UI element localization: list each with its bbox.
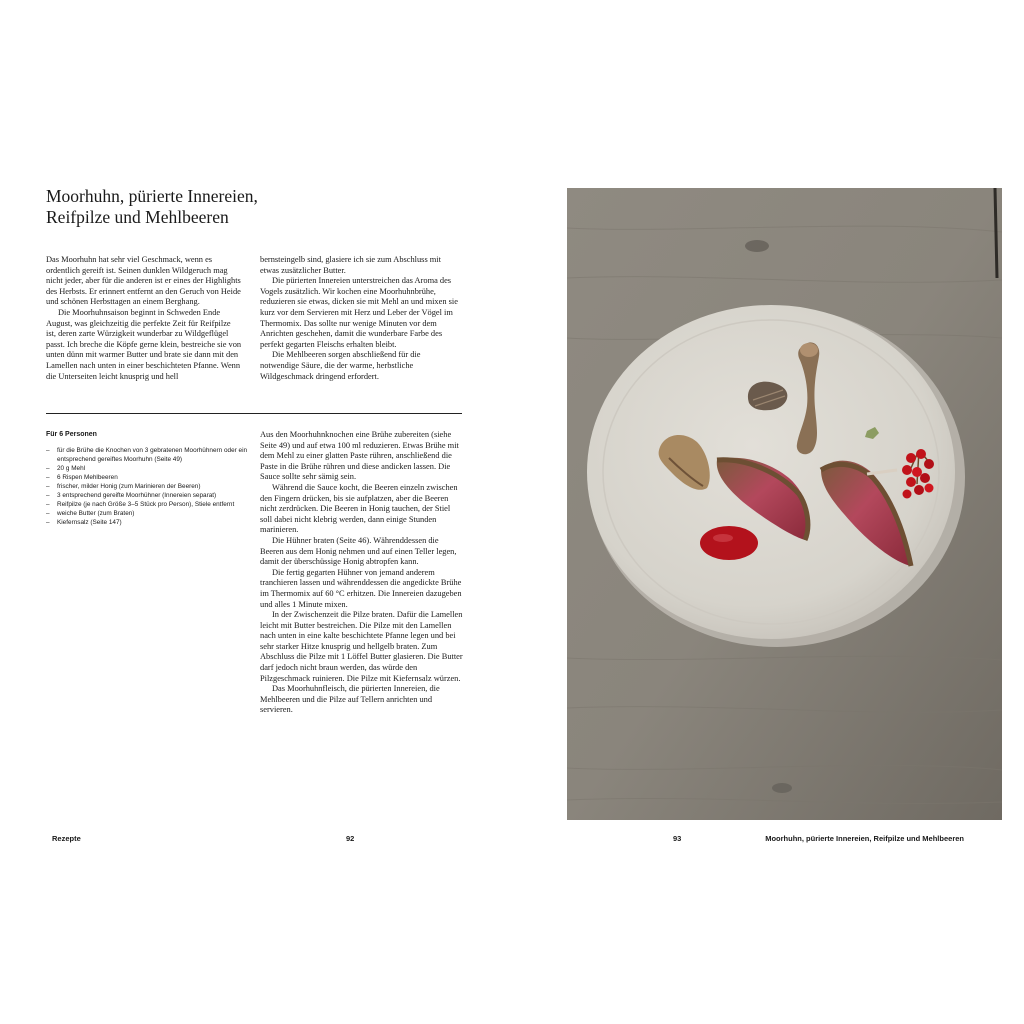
intro-paragraph: bernsteingelb sind, glasiere ich sie zum Abschluss mit etwas zusätzlicher Butter. (260, 255, 441, 275)
ingredient-item: – 6 Rispen Mehlbeeren (46, 473, 251, 482)
page-number-left: 92 (346, 834, 355, 843)
method-step: Die Hühner braten (Seite 46). Währenddessen die Beeren aus dem Honig nehmen und auf einen Teller legen, damit der überschüssige Honig abtropfen kann. (260, 535, 457, 567)
ingredient-item: – weiche Butter (zum Braten) (46, 509, 251, 518)
intro-paragraph: Die Moorhuhnsaison beginnt in Schweden Ende August, was gleichzeitig die perfekte Zeit für Reifpilze ist, deren zarte Würzigkeit wunderbar zu Wildgeflügel passt. Ich breche die Köpfe gerne klein, bestreiche sie von unten dünn mit warmer Butter und brate sie dann mit den Lamellen nach unten in einer beschichteten Pfanne. Wenn die Unterseiten leicht knusprig und hell (46, 307, 242, 381)
ingredient-item: – Reifpilze (je nach Größe 3–5 Stück pro Person), Stiele entfernt (46, 500, 251, 509)
ingredient-item: – frischer, milder Honig (zum Marinieren der Beeren) (46, 482, 251, 491)
footer-recipe-title: Moorhuhn, pürierte Innereien, Reifpilze und Mehlbeeren (765, 834, 964, 843)
dish-photo-illustration (567, 188, 1002, 820)
footer-section-label: Rezepte (52, 834, 81, 843)
wood-knot (745, 240, 769, 252)
puree-highlight (713, 534, 733, 542)
recipe-title (46, 186, 466, 228)
ingredient-item: – 20 g Mehl (46, 464, 251, 473)
servings-heading: Für 6 Personen (46, 431, 97, 438)
offal-puree (700, 526, 758, 560)
intro-column-1 (46, 255, 242, 382)
method-step: In der Zwischenzeit die Pilze braten. Dafür die Lamellen leicht mit Butter bestreichen. Die Pilze mit den Lamellen nach unten in eine kalte beschichtete Pfanne legen und bei sehr starker Hitze knusprig und hellgelb braten. Zum Abschluss die Pilze mit 1 Löffel Butter glasieren. Die Butter darf jedoch nicht braun werden, das würde den Pilzgeschmack ruinieren. Die Pilze mit Kiefernsalz würzen. (260, 610, 463, 683)
ingredient-list (46, 430, 251, 527)
method-step: Die fertig gegarten Hühner von jemand anderem tranchieren lassen und währenddessen die angedickte Brühe im Thermomix auf 60 °C erhitzen. Die Innereien dazugeben und alles 1 Minute mixen. (260, 567, 462, 609)
leg-bone-tip (800, 343, 818, 357)
wood-knot (772, 783, 792, 793)
intro-paragraph: Die pürierten Innereien unterstreichen das Aroma des Vogels zusätzlich. Wir kochen eine Moorhuhnbrühe, reduzieren sie etwas, dicken sie mit Mehl an und mixen sie kurz vor dem Servieren mit Herz und Leber der Vögel im Thermomix. Das sollte nur wenige Minuten vor dem Anrichten geschehen, damit die wunderbare Farbe des perfekt gegarten Fleischs erhalten bleibt. (260, 276, 458, 349)
method-step: Während die Sauce kocht, die Beeren einzeln zwischen den Fingern drücken, bis sie aufplatzen, aber die Beeren nicht zerdrücken. Die Beeren in Honig tauchen, der Stiel soll dabei nicht klebrig werden, dann einige Stunden marinieren. (260, 482, 458, 535)
method-step: Aus den Moorhuhnknochen eine Brühe zubereiten (siehe Seite 49) und auf etwa 100 ml reduzieren. Etwas Brühe mit dem Mehl zu einer glatten Paste rühren, anschließend die Paste in die Brühe rühren und diese andicken lassen. Die Sauce sollte sehr sämig sein. (260, 430, 459, 482)
recipe-title-line-1: Moorhuhn, pürierte Innereien, (46, 186, 258, 206)
method-step: Das Moorhuhnfleisch, die pürierten Innereien, die Mehlbeeren und die Pilze auf Tellern anrichten und servieren. (260, 684, 440, 715)
wood-crack (995, 188, 997, 278)
dish-photo (567, 188, 1002, 820)
recipe-title-line-2: Reifpilze und Mehlbeeren (46, 207, 229, 227)
ingredient-item: – Kiefernsalz (Seite 147) (46, 518, 251, 527)
section-divider (46, 413, 462, 414)
method-column (260, 430, 464, 716)
ingredient-item: – 3 entsprechend gereifte Moorhühner (Innereien separat) (46, 491, 251, 500)
ingredient-item: – für die Brühe die Knochen von 3 gebratenen Moorhühnern oder ein entsprechend gereiftes Moorhuhn (Seite 49) (46, 446, 251, 464)
intro-column-2 (260, 255, 460, 382)
intro-paragraph: Die Mehlbeeren sorgen abschließend für die notwendige Säure, die der warme, herbstliche Wildgeschmack dringend erfordert. (260, 350, 421, 381)
intro-paragraph: Das Moorhuhn hat sehr viel Geschmack, wenn es ordentlich gereift ist. Seinen dunklen Wildgeruch mag nicht jeder, aber für die anderen ist er eines der Highlights des Herbsts. Er erinnert entfernt an den Geruch von Heide und schönen Herbsttagen an einem Berghang. (46, 255, 241, 307)
page-number-right: 93 (673, 834, 682, 843)
